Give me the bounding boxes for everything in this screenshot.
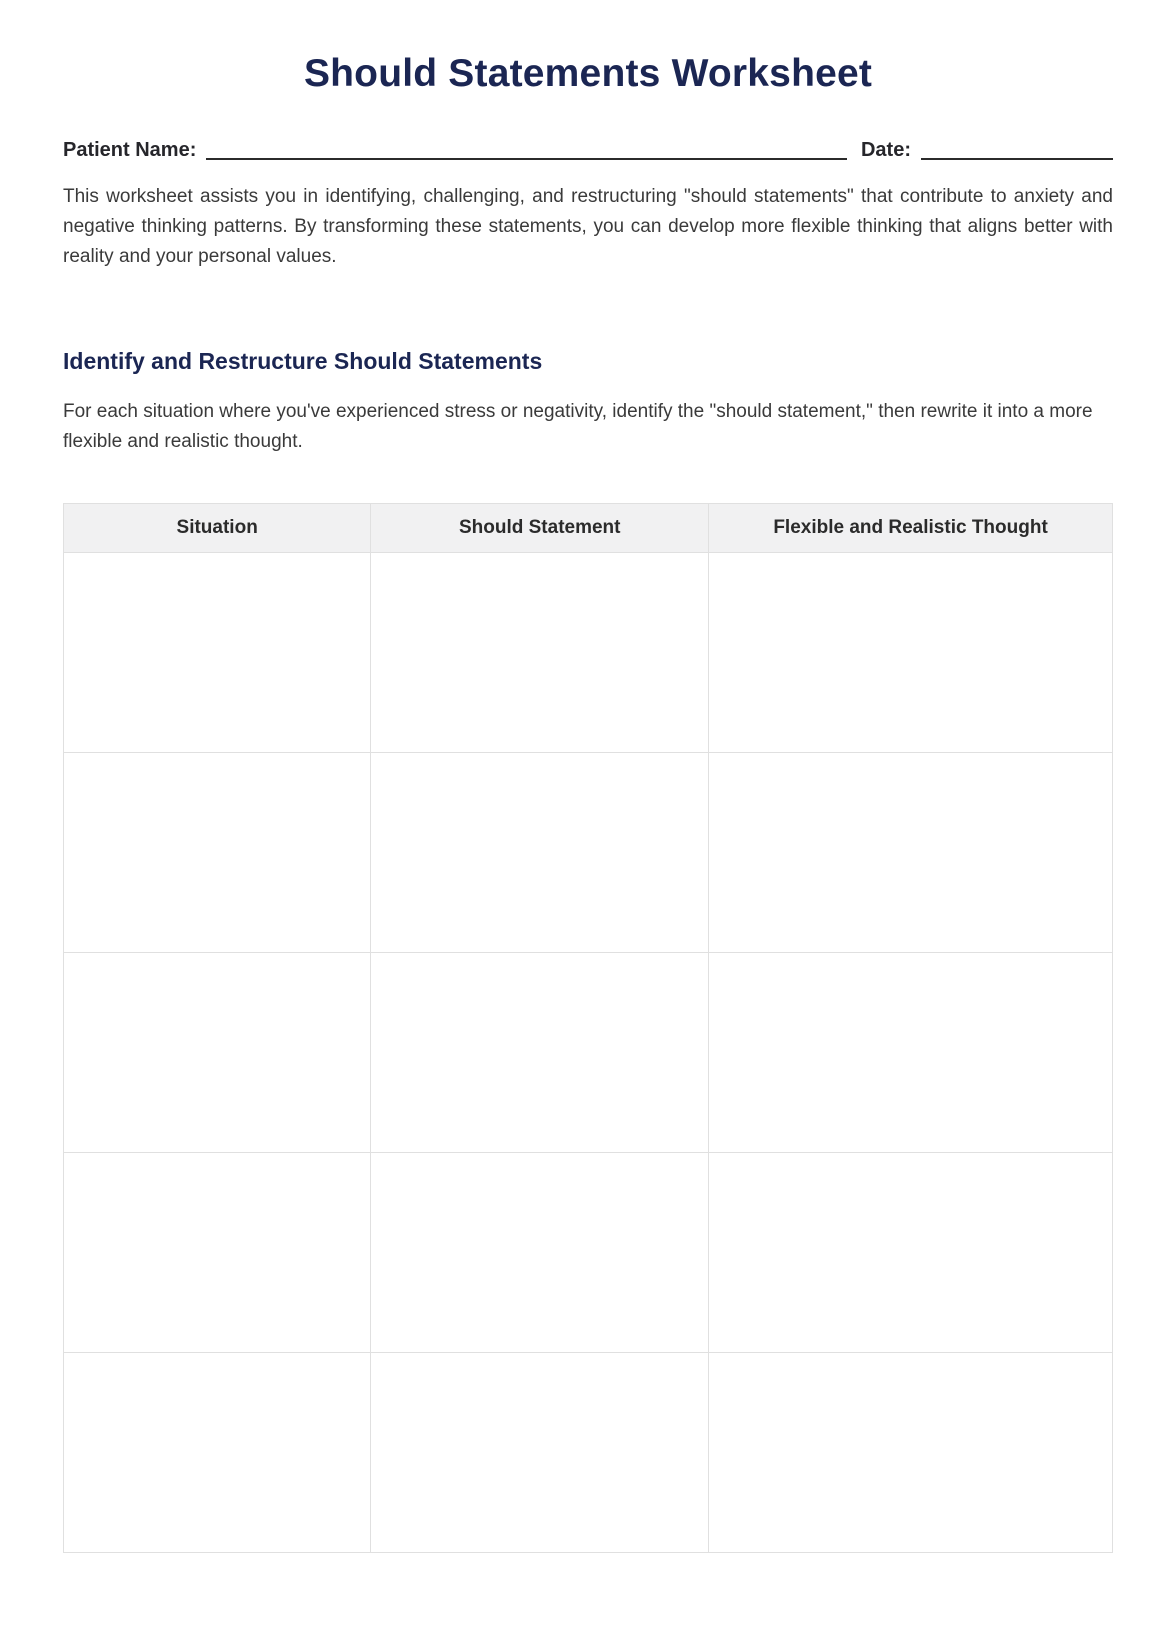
- column-header-should-statement: Should Statement: [371, 503, 709, 552]
- cell-should-statement-row-3[interactable]: [371, 952, 709, 1152]
- table-row: [64, 952, 1113, 1152]
- cell-flexible-thought-row-5[interactable]: [709, 1352, 1113, 1552]
- column-header-flexible-thought: Flexible and Realistic Thought: [709, 503, 1113, 552]
- cell-situation-row-4[interactable]: [64, 1152, 371, 1352]
- patient-info-row: [63, 132, 1113, 162]
- cell-should-statement-row-1[interactable]: [371, 552, 709, 752]
- cell-flexible-thought-row-1[interactable]: [709, 552, 1113, 752]
- cell-flexible-thought-row-4[interactable]: [709, 1152, 1113, 1352]
- cell-flexible-thought-row-2[interactable]: [709, 752, 1113, 952]
- cell-situation-row-2[interactable]: [64, 752, 371, 952]
- cell-should-statement-row-4[interactable]: [371, 1152, 709, 1352]
- cell-flexible-thought-row-3[interactable]: [709, 952, 1113, 1152]
- cell-should-statement-row-2[interactable]: [371, 752, 709, 952]
- table-body: [64, 552, 1113, 1552]
- section-instructions: For each situation where you've experienced stress or negativity, identify the "should statement," then rewrite it into a more flexible and realistic thought.: [63, 400, 1093, 452]
- cell-should-statement-row-5[interactable]: [371, 1352, 709, 1552]
- patient-name-field[interactable]: [206, 136, 847, 160]
- section-heading: Identify and Restructure Should Statements: [63, 347, 543, 374]
- date-label: Date:: [860, 138, 911, 161]
- cell-situation-row-1[interactable]: [64, 552, 371, 752]
- cell-situation-row-3[interactable]: [64, 952, 371, 1152]
- table-row: [64, 1152, 1113, 1352]
- patient-name-label: Patient Name:: [63, 138, 197, 161]
- should-statements-table: [63, 503, 1113, 1553]
- cell-situation-row-5[interactable]: [64, 1352, 371, 1552]
- column-header-situation: Situation: [64, 503, 371, 552]
- table-row: [64, 1352, 1113, 1552]
- table-row: [64, 552, 1113, 752]
- date-field[interactable]: [921, 136, 1113, 160]
- table-row: [64, 752, 1113, 952]
- intro-paragraph: This worksheet assists you in identifying, challenging, and restructuring "should statements" that contribute to anxiety and negative thinking patterns. By transforming these statements, you can develop more flexible thinking that aligns better with reality and your personal values.: [63, 185, 1113, 267]
- page-title: Should Statements Worksheet: [303, 52, 873, 95]
- table-header-row: [64, 503, 1113, 552]
